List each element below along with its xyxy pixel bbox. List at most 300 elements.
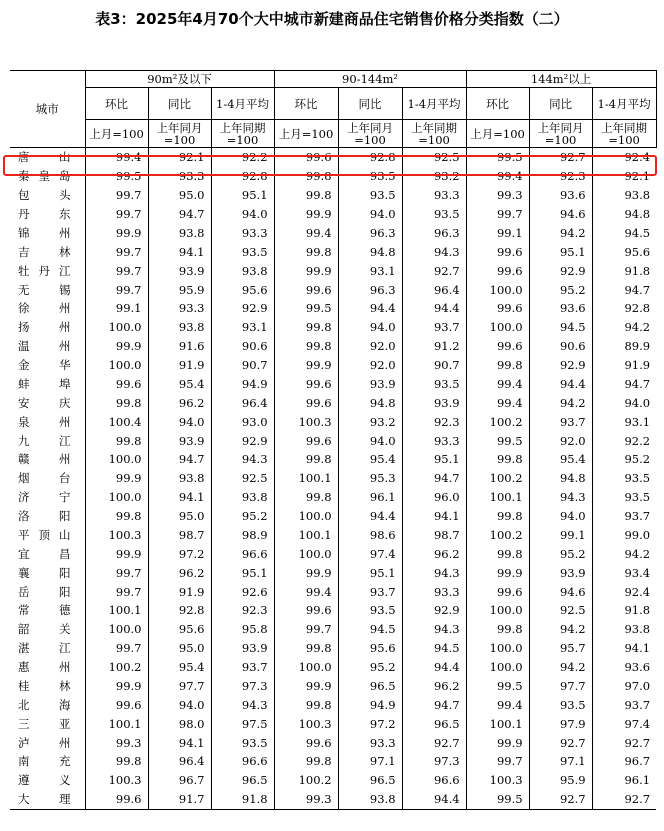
value-cell: 99.1: [466, 224, 529, 243]
value-cell: 99.6: [466, 582, 529, 601]
value-cell: 94.0: [338, 318, 402, 337]
value-cell: 93.3: [402, 582, 466, 601]
value-cell: 93.7: [529, 412, 592, 431]
value-cell: 99.8: [274, 186, 338, 205]
value-cell: 93.5: [211, 733, 274, 752]
value-cell: 100.3: [466, 771, 529, 790]
table-row: [10, 224, 656, 243]
city-cell: 温州: [18, 339, 71, 354]
value-cell: 95.0: [148, 186, 211, 205]
value-cell: 95.0: [148, 507, 211, 526]
value-cell: 99.6: [274, 601, 338, 620]
base-header: 上年同月=100: [338, 120, 402, 148]
value-cell: 93.6: [529, 186, 592, 205]
value-cell: 99.4: [466, 375, 529, 394]
value-cell: 92.7: [529, 790, 592, 809]
table-row: [10, 790, 656, 809]
value-cell: 100.1: [466, 488, 529, 507]
value-cell: 96.4: [148, 752, 211, 771]
base-header: 上年同期=100: [211, 120, 274, 148]
value-cell: 95.1: [211, 186, 274, 205]
value-cell: 95.4: [529, 450, 592, 469]
value-cell: 99.4: [466, 695, 529, 714]
value-cell: 94.8: [338, 393, 402, 412]
value-cell: 92.0: [529, 431, 592, 450]
value-cell: 99.1: [529, 526, 592, 545]
value-cell: 93.9: [211, 639, 274, 658]
base-header: 上月=100: [466, 120, 529, 148]
value-cell: 99.5: [466, 148, 529, 167]
city-cell: 蚌埠: [18, 376, 71, 391]
table-row: [10, 469, 656, 488]
value-cell: 92.8: [148, 601, 211, 620]
value-cell: 99.8: [274, 337, 338, 356]
value-cell: 98.0: [148, 714, 211, 733]
group-header-small: 90m²及以下: [85, 71, 274, 88]
value-cell: 94.3: [211, 450, 274, 469]
value-cell: 96.5: [338, 771, 402, 790]
value-cell: 94.7: [148, 450, 211, 469]
value-cell: 95.9: [148, 280, 211, 299]
table-row: [10, 771, 656, 790]
value-cell: 94.6: [529, 582, 592, 601]
table-row: [10, 375, 656, 394]
value-cell: 93.8: [211, 488, 274, 507]
table-row: [10, 563, 656, 582]
city-cell: 桂林: [18, 678, 71, 693]
value-cell: 95.8: [211, 620, 274, 639]
value-cell: 99.8: [274, 488, 338, 507]
city-cell: 南充: [18, 754, 71, 769]
city-cell: 牡丹江: [18, 263, 71, 278]
value-cell: 96.7: [148, 771, 211, 790]
city-cell: 秦皇岛: [18, 169, 71, 184]
value-cell: 96.1: [338, 488, 402, 507]
value-cell: 94.1: [148, 242, 211, 261]
city-cell: 扬州: [18, 320, 71, 335]
value-cell: 92.9: [402, 601, 466, 620]
value-cell: 95.9: [529, 771, 592, 790]
value-cell: 92.2: [592, 431, 656, 450]
value-cell: 95.1: [211, 563, 274, 582]
value-cell: 99.8: [85, 431, 148, 450]
value-cell: 93.5: [529, 695, 592, 714]
value-cell: 93.0: [211, 412, 274, 431]
city-header: 城市: [10, 71, 85, 148]
value-cell: 93.8: [211, 261, 274, 280]
value-cell: 96.5: [338, 677, 402, 696]
value-cell: 92.7: [402, 733, 466, 752]
value-cell: 90.7: [402, 356, 466, 375]
value-cell: 99.6: [274, 431, 338, 450]
value-cell: 99.3: [466, 186, 529, 205]
value-cell: 94.0: [529, 507, 592, 526]
value-cell: 94.4: [402, 299, 466, 318]
value-cell: 93.8: [592, 620, 656, 639]
city-cell: 岳阳: [18, 584, 71, 599]
value-cell: 99.9: [274, 205, 338, 224]
value-cell: 99.4: [274, 582, 338, 601]
value-cell: 99.6: [466, 242, 529, 261]
value-cell: 91.8: [211, 790, 274, 809]
base-header: 上月=100: [274, 120, 338, 148]
value-cell: 93.3: [211, 224, 274, 243]
value-cell: 95.6: [148, 620, 211, 639]
city-cell: 惠州: [18, 660, 71, 675]
value-cell: 100.0: [85, 488, 148, 507]
base-header: 上年同期=100: [592, 120, 656, 148]
value-cell: 93.8: [592, 186, 656, 205]
value-cell: 95.1: [402, 450, 466, 469]
value-cell: 93.3: [402, 186, 466, 205]
value-cell: 93.5: [338, 601, 402, 620]
value-cell: 100.1: [85, 714, 148, 733]
table-row: [10, 695, 656, 714]
value-cell: 93.9: [338, 375, 402, 394]
value-cell: 99.4: [274, 224, 338, 243]
value-cell: 97.2: [148, 544, 211, 563]
value-cell: 99.6: [274, 393, 338, 412]
column-header: 1-4月平均: [211, 88, 274, 120]
value-cell: 92.9: [529, 261, 592, 280]
value-cell: 98.7: [402, 526, 466, 545]
value-cell: 97.4: [592, 714, 656, 733]
value-cell: 99.4: [85, 148, 148, 167]
table-row: [10, 393, 656, 412]
value-cell: 93.5: [402, 375, 466, 394]
value-cell: 92.4: [592, 148, 656, 167]
city-cell: 遵义: [18, 773, 71, 788]
price-index-table: [10, 70, 657, 810]
city-cell: 泸州: [18, 735, 71, 750]
base-header: 上年同月=100: [148, 120, 211, 148]
value-cell: 93.5: [338, 167, 402, 186]
value-cell: 99.7: [466, 752, 529, 771]
value-cell: 99.9: [274, 677, 338, 696]
value-cell: 97.9: [529, 714, 592, 733]
value-cell: 100.1: [85, 601, 148, 620]
value-cell: 97.3: [402, 752, 466, 771]
city-cell: 韶关: [18, 622, 71, 637]
value-cell: 93.9: [148, 261, 211, 280]
value-cell: 100.0: [466, 639, 529, 658]
value-cell: 100.0: [85, 318, 148, 337]
value-cell: 99.6: [85, 695, 148, 714]
value-cell: 99.8: [274, 639, 338, 658]
value-cell: 94.7: [592, 375, 656, 394]
value-cell: 99.8: [85, 752, 148, 771]
value-cell: 94.0: [338, 205, 402, 224]
city-cell: 丹东: [18, 207, 71, 222]
value-cell: 94.1: [148, 488, 211, 507]
column-header: 1-4月平均: [402, 88, 466, 120]
value-cell: 93.1: [338, 261, 402, 280]
table-row: [10, 620, 656, 639]
value-cell: 92.3: [211, 601, 274, 620]
value-cell: 99.6: [274, 280, 338, 299]
value-cell: 99.5: [466, 677, 529, 696]
base-header: 上年同月=100: [529, 120, 592, 148]
value-cell: 100.4: [85, 412, 148, 431]
value-cell: 94.3: [402, 242, 466, 261]
value-cell: 91.9: [148, 356, 211, 375]
value-cell: 94.3: [402, 563, 466, 582]
value-cell: 92.7: [402, 261, 466, 280]
value-cell: 99.7: [85, 280, 148, 299]
value-cell: 97.5: [211, 714, 274, 733]
value-cell: 94.5: [338, 620, 402, 639]
value-cell: 96.6: [211, 544, 274, 563]
value-cell: 100.3: [274, 412, 338, 431]
table-row: [10, 318, 656, 337]
value-cell: 90.6: [529, 337, 592, 356]
value-cell: 99.9: [466, 733, 529, 752]
base-header: 上年同期=100: [402, 120, 466, 148]
value-cell: 99.8: [466, 356, 529, 375]
value-cell: 99.9: [85, 544, 148, 563]
table-row: [10, 205, 656, 224]
table-row: [10, 356, 656, 375]
city-cell: 安庆: [18, 395, 71, 410]
value-cell: 94.5: [592, 224, 656, 243]
value-cell: 100.3: [85, 771, 148, 790]
value-cell: 99.8: [85, 507, 148, 526]
value-cell: 91.2: [402, 337, 466, 356]
value-cell: 96.5: [402, 714, 466, 733]
value-cell: 96.4: [402, 280, 466, 299]
value-cell: 100.0: [85, 356, 148, 375]
value-cell: 94.4: [529, 375, 592, 394]
value-cell: 100.2: [466, 469, 529, 488]
city-cell: 九江: [18, 433, 71, 448]
city-cell: 北海: [18, 697, 71, 712]
value-cell: 93.5: [592, 488, 656, 507]
value-cell: 94.4: [338, 299, 402, 318]
table-row: [10, 337, 656, 356]
value-cell: 95.4: [148, 375, 211, 394]
value-cell: 92.3: [402, 412, 466, 431]
table-row: [10, 431, 656, 450]
value-cell: 99.1: [85, 299, 148, 318]
value-cell: 95.3: [338, 469, 402, 488]
value-cell: 99.6: [466, 261, 529, 280]
table-row: [10, 507, 656, 526]
value-cell: 99.8: [85, 393, 148, 412]
value-cell: 95.1: [338, 563, 402, 582]
value-cell: 99.4: [466, 167, 529, 186]
table-row: [10, 488, 656, 507]
value-cell: 94.0: [592, 393, 656, 412]
value-cell: 93.8: [148, 224, 211, 243]
value-cell: 99.6: [466, 299, 529, 318]
table-row: [10, 242, 656, 261]
value-cell: 99.8: [466, 507, 529, 526]
value-cell: 92.2: [211, 148, 274, 167]
value-cell: 95.6: [592, 242, 656, 261]
value-cell: 92.7: [592, 790, 656, 809]
city-cell: 赣州: [18, 452, 71, 467]
value-cell: 95.4: [148, 658, 211, 677]
value-cell: 91.9: [592, 356, 656, 375]
value-cell: 100.0: [85, 450, 148, 469]
value-cell: 94.3: [211, 695, 274, 714]
city-cell: 烟台: [18, 471, 71, 486]
value-cell: 95.4: [338, 450, 402, 469]
value-cell: 100.2: [466, 412, 529, 431]
city-cell: 湛江: [18, 641, 71, 656]
value-cell: 100.0: [274, 507, 338, 526]
value-cell: 99.6: [466, 337, 529, 356]
value-cell: 92.7: [529, 148, 592, 167]
value-cell: 93.4: [592, 563, 656, 582]
value-cell: 99.9: [85, 337, 148, 356]
base-header: 上月=100: [85, 120, 148, 148]
value-cell: 99.8: [274, 167, 338, 186]
value-cell: 94.0: [338, 431, 402, 450]
value-cell: 94.4: [402, 790, 466, 809]
value-cell: 94.0: [148, 695, 211, 714]
value-cell: 100.0: [274, 544, 338, 563]
table-row: [10, 733, 656, 752]
city-cell: 泉州: [18, 414, 71, 429]
value-cell: 94.9: [211, 375, 274, 394]
value-cell: 95.2: [211, 507, 274, 526]
value-cell: 99.8: [274, 752, 338, 771]
value-cell: 99.8: [274, 318, 338, 337]
column-header: 同比: [529, 88, 592, 120]
table-row: [10, 714, 656, 733]
value-cell: 93.7: [592, 507, 656, 526]
city-cell: 宜昌: [18, 546, 71, 561]
value-cell: 100.2: [85, 658, 148, 677]
column-header: 环比: [274, 88, 338, 120]
value-cell: 95.0: [148, 639, 211, 658]
value-cell: 95.2: [592, 450, 656, 469]
value-cell: 98.6: [338, 526, 402, 545]
table-row: [10, 167, 656, 186]
value-cell: 92.8: [211, 167, 274, 186]
table-row: [10, 261, 656, 280]
value-cell: 94.8: [529, 469, 592, 488]
value-cell: 92.5: [211, 469, 274, 488]
value-cell: 93.9: [148, 431, 211, 450]
table-row: [10, 280, 656, 299]
value-cell: 94.2: [592, 544, 656, 563]
table-row: [10, 752, 656, 771]
table-row: [10, 412, 656, 431]
value-cell: 99.8: [466, 450, 529, 469]
value-cell: 99.9: [85, 469, 148, 488]
value-cell: 99.7: [85, 261, 148, 280]
table-row: [10, 601, 656, 620]
city-cell: 洛阳: [18, 509, 71, 524]
value-cell: 96.6: [211, 752, 274, 771]
column-header: 同比: [338, 88, 402, 120]
city-cell: 包头: [18, 188, 71, 203]
value-cell: 100.0: [85, 620, 148, 639]
value-cell: 96.4: [211, 393, 274, 412]
value-cell: 92.0: [338, 337, 402, 356]
value-cell: 94.4: [402, 658, 466, 677]
value-cell: 93.3: [402, 431, 466, 450]
value-cell: 91.6: [148, 337, 211, 356]
value-cell: 100.0: [466, 658, 529, 677]
value-cell: 99.9: [274, 356, 338, 375]
city-cell: 常德: [18, 603, 71, 618]
value-cell: 100.2: [466, 526, 529, 545]
value-cell: 95.2: [529, 544, 592, 563]
value-cell: 99.3: [274, 790, 338, 809]
value-cell: 94.7: [592, 280, 656, 299]
value-cell: 96.2: [148, 563, 211, 582]
table-row: [10, 450, 656, 469]
table-row: [10, 526, 656, 545]
value-cell: 95.2: [529, 280, 592, 299]
value-cell: 96.7: [592, 752, 656, 771]
value-cell: 99.6: [274, 375, 338, 394]
value-cell: 93.8: [148, 469, 211, 488]
value-cell: 99.5: [85, 167, 148, 186]
value-cell: 96.0: [402, 488, 466, 507]
value-cell: 96.1: [592, 771, 656, 790]
value-cell: 93.9: [529, 563, 592, 582]
city-cell: 徐州: [18, 301, 71, 316]
value-cell: 94.9: [338, 695, 402, 714]
value-cell: 92.6: [211, 582, 274, 601]
value-cell: 97.3: [211, 677, 274, 696]
value-cell: 93.7: [211, 658, 274, 677]
value-cell: 99.6: [85, 790, 148, 809]
value-cell: 94.4: [338, 507, 402, 526]
value-cell: 99.9: [85, 677, 148, 696]
value-cell: 92.7: [592, 733, 656, 752]
value-cell: 99.8: [466, 620, 529, 639]
value-cell: 92.8: [592, 299, 656, 318]
table-row: [10, 677, 656, 696]
value-cell: 99.7: [466, 205, 529, 224]
value-cell: 92.5: [529, 601, 592, 620]
column-header: 1-4月平均: [592, 88, 656, 120]
value-cell: 99.5: [466, 790, 529, 809]
value-cell: 99.8: [466, 544, 529, 563]
value-cell: 99.7: [85, 639, 148, 658]
value-cell: 93.7: [592, 695, 656, 714]
value-cell: 99.9: [274, 563, 338, 582]
value-cell: 100.3: [85, 526, 148, 545]
value-cell: 100.3: [274, 714, 338, 733]
city-cell: 锦州: [18, 225, 71, 240]
value-cell: 99.9: [274, 261, 338, 280]
value-cell: 93.5: [592, 469, 656, 488]
value-cell: 96.2: [148, 393, 211, 412]
value-cell: 99.7: [85, 205, 148, 224]
value-cell: 94.2: [529, 224, 592, 243]
value-cell: 91.7: [148, 790, 211, 809]
value-cell: 91.9: [148, 582, 211, 601]
value-cell: 93.8: [148, 318, 211, 337]
value-cell: 99.9: [466, 563, 529, 582]
value-cell: 94.7: [402, 695, 466, 714]
value-cell: 100.0: [466, 280, 529, 299]
value-cell: 99.7: [85, 186, 148, 205]
table-row: [10, 148, 656, 167]
value-cell: 93.7: [338, 582, 402, 601]
value-cell: 96.2: [402, 544, 466, 563]
value-cell: 93.2: [402, 167, 466, 186]
value-cell: 99.6: [274, 733, 338, 752]
value-cell: 99.3: [85, 733, 148, 752]
value-cell: 93.3: [148, 299, 211, 318]
